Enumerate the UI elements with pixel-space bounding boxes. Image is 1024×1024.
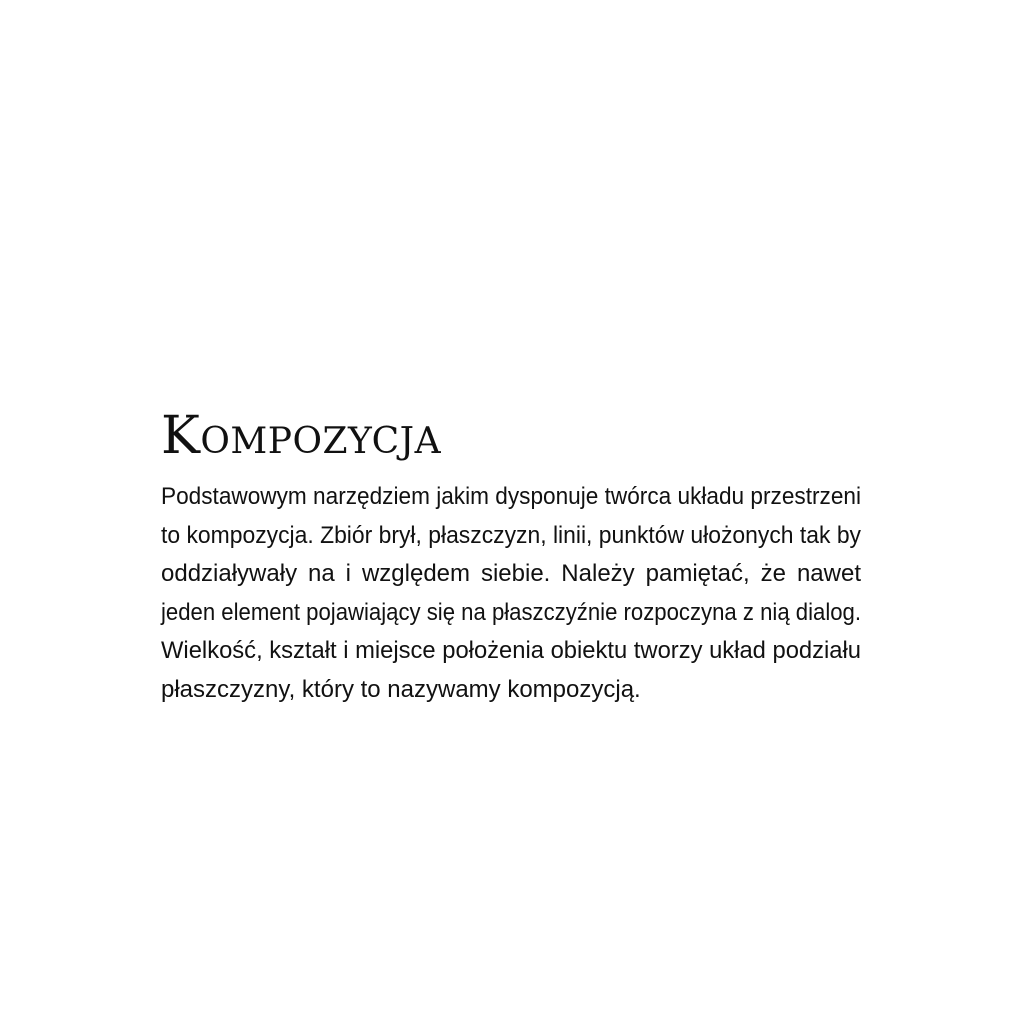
page-title: Kompozycja — [161, 406, 442, 466]
paragraph-line: to kompozycja. Zbiór brył, płaszczyzn, linii, punktów ułożonych tak by — [161, 521, 861, 549]
content-block — [161, 398, 861, 709]
paragraph-line: jeden element pojawiający się na płaszczyźnie rozpoczyna z nią dialog. — [161, 598, 861, 626]
paragraph-line: płaszczyzny, który to nazywamy kompozycją. — [161, 675, 641, 703]
body-paragraph — [161, 478, 861, 709]
paragraph-line: oddziaływały na i względem siebie. Należy pamiętać, że nawet — [161, 560, 861, 587]
paragraph-line: Podstawowym narzędziem jakim dysponuje twórca układu przestrzeni — [161, 483, 861, 510]
paragraph-line: Wielkość, kształt i miejsce położenia obiektu tworzy układ podziału — [161, 637, 861, 664]
